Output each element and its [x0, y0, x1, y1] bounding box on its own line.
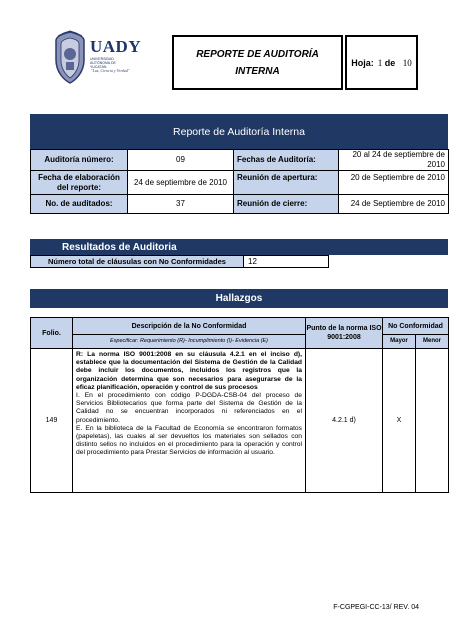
audit-number-value: 09	[128, 150, 234, 171]
brand-name: UADY	[90, 37, 142, 56]
finding-description	[73, 349, 306, 493]
report-title-line1: REPORTE DE AUDITORÍA	[196, 48, 319, 60]
report-title-box	[172, 35, 343, 90]
results-table	[30, 255, 329, 268]
page-number: 1	[377, 57, 383, 68]
audited-count-label: No. de auditados:	[31, 195, 128, 214]
finding-nonconformity: I. En el procedimiento con código P-DGDA-CSB-04 del proceso de Servicios Bibliotecarios que forma parte del Sistema de Gestión de la Calidad no se encuentran incorporados ni referenciados en el procedimiento.	[76, 392, 302, 424]
table-header-row	[31, 318, 449, 335]
finding-minor-mark	[416, 349, 449, 493]
table-row	[31, 195, 449, 214]
brand-subtitle: UNIVERSIDAD AUTÓNOMA DE YUCATÁN	[90, 57, 116, 69]
audit-info-table	[30, 149, 449, 214]
finding-norm-point: 4.2.1 d)	[306, 349, 383, 493]
page-total: 10	[402, 57, 412, 68]
col-desc-header: Descripción de la No Conformidad	[73, 318, 306, 335]
findings-section-title: Hallazgos	[30, 289, 448, 308]
brand-motto: "Luz, Ciencia y Verdad"	[91, 68, 130, 73]
col-nc-header: No Conformidad	[383, 318, 449, 335]
opening-meeting-label: Reunión de apertura:	[234, 171, 339, 195]
col-major-header: Mayor	[383, 335, 416, 349]
col-point-header: Punto de la norma ISO 9001:2008	[306, 318, 383, 349]
table-row	[31, 349, 449, 493]
table-header-row	[31, 335, 449, 349]
page-indicator-box	[345, 35, 418, 90]
page-of: de	[384, 57, 396, 68]
finding-folio: 149	[31, 349, 73, 493]
results-section-title: Resultados de Auditoria	[30, 239, 448, 255]
finding-major-mark: X	[383, 349, 416, 493]
closing-meeting-label: Reunión de cierre:	[234, 195, 339, 214]
col-folio-header: Folio.	[31, 318, 73, 349]
opening-meeting-value: 20 de Septiembre de 2010	[339, 171, 449, 195]
audit-number-label: Auditoría número:	[31, 150, 128, 171]
findings-table	[30, 317, 449, 493]
finding-requirement: R: La norma ISO 9001:2008 en su cláusula 4.2.1 en el inciso d), establece que la documentación del Sistema de Gestión de la Calidad debe incluir los documentos, incluidos los registros que la organización determina que son necesarios para asegurarse de la eficaz planificación, operación y control de sus procesos	[76, 351, 302, 391]
table-row	[31, 150, 449, 171]
audit-dates-label: Fechas de Auditoría:	[234, 150, 339, 171]
table-row	[31, 256, 329, 268]
nc-total-label: Número total de cláusulas con No Conformidades	[31, 256, 244, 268]
col-minor-header: Menor	[416, 335, 449, 349]
closing-meeting-value: 24 de Septiembre de 2010	[339, 195, 449, 214]
table-row	[31, 171, 449, 195]
university-crest-icon	[52, 30, 88, 84]
main-section-title: Reporte de Auditoría Interna	[30, 114, 448, 149]
report-title-line2: INTERNA	[235, 65, 280, 77]
report-date-label: Fecha de elaboración del reporte:	[31, 171, 128, 195]
audit-dates-value: 20 al 24 de septiembre de 2010	[339, 150, 449, 171]
form-code: F-CGPEGI-CC-13/ REV. 04	[333, 604, 419, 611]
audited-count-value: 37	[128, 195, 234, 214]
col-desc-subheader: Especificar: Requerimiento (R)- Incumplimiento (I)- Evidencia (E)	[73, 335, 306, 349]
uady-logo	[50, 30, 142, 86]
finding-evidence: E. En la biblioteca de la Facultad de Economía se encontraron formatos (papeletas), las cuales al ser devueltos los materiales son sellados con distinto sellos no incluidos en el procedimiento para la operación y control del procedimiento para Prestar Servicios de información al usuario.	[76, 424, 302, 457]
page-label: Hoja:	[351, 57, 374, 68]
nc-total-value: 12	[244, 256, 329, 268]
report-date-value: 24 de septiembre de 2010	[128, 171, 234, 195]
